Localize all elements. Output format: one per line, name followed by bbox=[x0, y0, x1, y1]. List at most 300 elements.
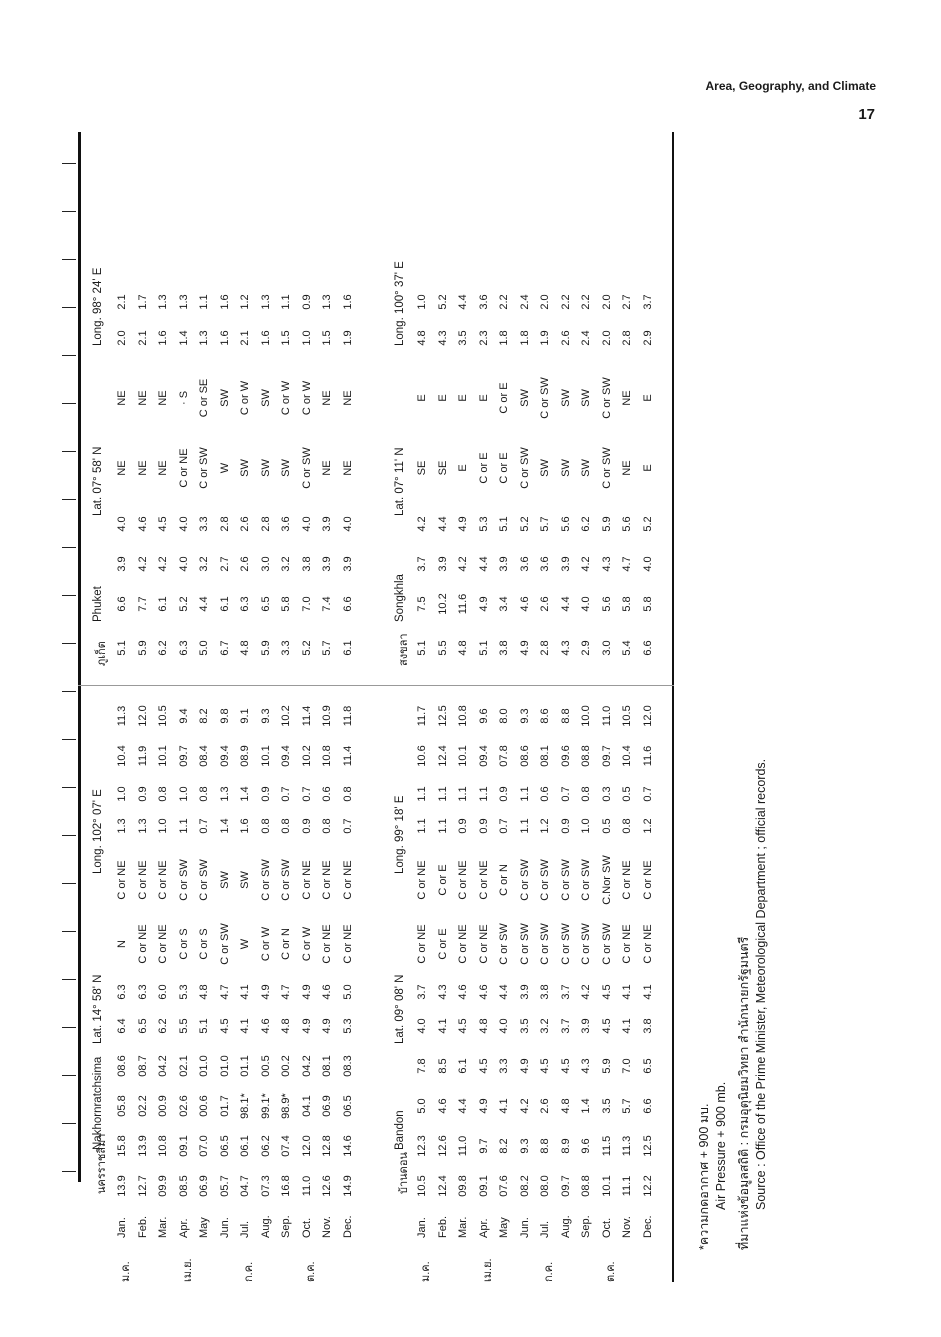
table-cell: 11.5 bbox=[600, 1135, 613, 1157]
table-cell: 4.7 bbox=[621, 556, 633, 572]
table-cell: 04.7 bbox=[239, 1175, 251, 1197]
table-cell: NE bbox=[321, 390, 333, 406]
table-cell: 09.9 bbox=[157, 1175, 169, 1197]
table-cell: 07.8 bbox=[498, 745, 510, 767]
table-cell: 09.8 bbox=[457, 1175, 469, 1197]
station-longitude: Long. 100° 37' E bbox=[394, 261, 406, 346]
table-cell: 1.3 bbox=[198, 330, 210, 346]
column-tick bbox=[62, 403, 76, 404]
table-cell: 1.4 bbox=[218, 818, 231, 834]
table-cell: 4.9 bbox=[321, 1018, 333, 1034]
table-cell: 06.9 bbox=[198, 1175, 210, 1197]
table-cell: SW bbox=[580, 389, 592, 407]
table-cell: 3.9 bbox=[498, 556, 510, 572]
table-cell: 5.0 bbox=[416, 1098, 428, 1114]
table-cell: 1.3 bbox=[177, 294, 190, 310]
table-cell: C or NE bbox=[641, 924, 654, 964]
table-cell: 0.8 bbox=[157, 786, 169, 802]
table-cell: 4.4 bbox=[457, 1098, 469, 1114]
table-cell: 7.7 bbox=[136, 596, 149, 612]
table-cell: 5.2 bbox=[641, 516, 654, 532]
table-cell: 9.8 bbox=[218, 708, 231, 724]
table-cell: 8.0 bbox=[498, 708, 510, 724]
table-cell: 4.8 bbox=[457, 640, 469, 656]
table-cell: 4.1 bbox=[641, 984, 654, 1000]
table-cell: E bbox=[641, 394, 654, 402]
table-cell: 3.8 bbox=[300, 556, 313, 572]
table-cell: 4.9 bbox=[259, 984, 272, 1000]
table-cell: 3.8 bbox=[539, 984, 551, 1000]
table-cell: 1.1 bbox=[518, 786, 531, 802]
table-cell: 0.7 bbox=[341, 818, 354, 834]
table-cell: 10.2 bbox=[436, 593, 449, 615]
month: Feb. bbox=[436, 1215, 449, 1238]
table-cell: 4.2 bbox=[157, 556, 169, 572]
table-cell: C or SW bbox=[559, 923, 572, 965]
month: Sep. bbox=[580, 1215, 592, 1238]
table-cell: 10.5 bbox=[157, 705, 169, 727]
table-cell: 4.2 bbox=[416, 516, 428, 532]
table-cell: 7.0 bbox=[300, 596, 313, 612]
table-cell: C or NE bbox=[416, 860, 428, 900]
column-tick bbox=[62, 1171, 76, 1172]
table-cell: 0.7 bbox=[300, 786, 313, 802]
table-cell: 09.1 bbox=[477, 1175, 490, 1197]
table-cell: 1.3 bbox=[259, 294, 272, 310]
table-cell: 4.9 bbox=[477, 596, 490, 612]
table-cell: 3.8 bbox=[498, 640, 510, 656]
table-cell: C or W bbox=[300, 926, 313, 962]
table-cell: 4.2 bbox=[580, 984, 592, 1000]
table-cell: SW bbox=[559, 389, 572, 407]
table-cell: 4.3 bbox=[600, 556, 613, 572]
month: Jul. bbox=[539, 1220, 551, 1238]
table-cell: 10.8 bbox=[157, 1135, 169, 1157]
table-cell: 4.5 bbox=[600, 1018, 613, 1034]
table-cell: 5.5 bbox=[177, 1018, 190, 1034]
month: May bbox=[498, 1217, 510, 1238]
column-tick bbox=[62, 259, 76, 260]
table-cell: NE bbox=[341, 390, 354, 406]
table-cell: C or SW bbox=[539, 859, 551, 901]
table-cell: C or SW bbox=[600, 447, 613, 489]
table-cell: 4.5 bbox=[218, 1018, 231, 1034]
table-cell: 5.8 bbox=[641, 596, 654, 612]
table-cell: SE bbox=[416, 460, 428, 476]
column-tick bbox=[62, 643, 76, 644]
table-cell: 6.4 bbox=[116, 1018, 128, 1034]
table-cell: 8.9 bbox=[559, 1138, 572, 1154]
table-cell: 5.3 bbox=[341, 1018, 354, 1034]
table-cell: C or NE bbox=[157, 860, 169, 900]
table-cell: 10.2 bbox=[300, 745, 313, 767]
table-cell: 06.5 bbox=[218, 1135, 231, 1157]
table-cell: 4.1 bbox=[498, 1098, 510, 1114]
table-cell: 0.3 bbox=[600, 786, 613, 802]
table-cell: C or NE bbox=[116, 860, 128, 900]
table-cell: 2.2 bbox=[580, 294, 592, 310]
table-cell: 1.4 bbox=[580, 1098, 592, 1114]
table-cell: C or E bbox=[436, 864, 449, 896]
table-cell: C or NE bbox=[300, 860, 313, 900]
table-cell: C or W bbox=[280, 380, 292, 416]
table-cell: 04.2 bbox=[157, 1055, 169, 1077]
table-cell: 3.9 bbox=[518, 984, 531, 1000]
table-cell: 6.1 bbox=[457, 1058, 469, 1074]
table-cell: 0.8 bbox=[259, 818, 272, 834]
table-cell: 3.0 bbox=[259, 556, 272, 572]
table-cell: 3.9 bbox=[321, 556, 333, 572]
table-cell: 13.9 bbox=[116, 1175, 128, 1197]
table-cell: 10.1 bbox=[600, 1175, 613, 1197]
month: Mar. bbox=[157, 1216, 169, 1238]
table-cell: 4.9 bbox=[300, 1018, 313, 1034]
station-latitude: Lat. 09° 08' N bbox=[394, 974, 406, 1044]
table-cell: 1.6 bbox=[239, 818, 251, 834]
table-cell: 10.2 bbox=[280, 705, 292, 727]
column-tick bbox=[62, 355, 76, 356]
table-cell: C or SW bbox=[580, 923, 592, 965]
column-tick bbox=[62, 211, 76, 212]
table-cell: 12.6 bbox=[321, 1175, 333, 1197]
table-cell: 4.0 bbox=[641, 556, 654, 572]
table-cell: 3.2 bbox=[280, 556, 292, 572]
table-cell: 10.4 bbox=[621, 745, 633, 767]
table-cell: 0.6 bbox=[539, 786, 551, 802]
table-cell: 4.4 bbox=[436, 516, 449, 532]
table-cell: 04.1 bbox=[300, 1095, 313, 1117]
table-cell: 11.0 bbox=[457, 1135, 469, 1157]
table-cell: 4.0 bbox=[580, 596, 592, 612]
table-cell: 07.6 bbox=[498, 1175, 510, 1197]
table-cell: 4.2 bbox=[136, 556, 149, 572]
table-cell: 5.4 bbox=[621, 640, 633, 656]
table-cell: C or S bbox=[177, 928, 190, 960]
table-cell: 2.8 bbox=[259, 516, 272, 532]
table-cell: 4.8 bbox=[198, 984, 210, 1000]
table-cell: 4.6 bbox=[259, 1018, 272, 1034]
table-cell: 08.6 bbox=[518, 745, 531, 767]
table-cell: 1.1 bbox=[416, 786, 428, 802]
table-cell: 10.4 bbox=[116, 745, 128, 767]
table-cell: 02.1 bbox=[177, 1055, 190, 1077]
table-cell: 12.8 bbox=[321, 1135, 333, 1157]
table-cell: 3.7 bbox=[559, 984, 572, 1000]
month-thai: เม.ย. bbox=[181, 1258, 194, 1282]
table-cell: 4.4 bbox=[477, 556, 490, 572]
table-cell: 1.1 bbox=[457, 786, 469, 802]
table-cell: 9.3 bbox=[518, 708, 531, 724]
table-cell: C.Nor SW bbox=[600, 855, 613, 905]
table-cell: 0.8 bbox=[198, 786, 210, 802]
table-cell: 4.0 bbox=[341, 516, 354, 532]
table-cell: SW bbox=[580, 459, 592, 477]
month-thai: เม.ย. bbox=[481, 1258, 494, 1282]
table-cell: 4.7 bbox=[218, 984, 231, 1000]
month: Sep. bbox=[280, 1215, 292, 1238]
table-cell: 5.1 bbox=[498, 516, 510, 532]
column-tick bbox=[62, 979, 76, 980]
table-cell: 4.0 bbox=[416, 1018, 428, 1034]
table-cell: 12.0 bbox=[300, 1135, 313, 1157]
column-tick bbox=[62, 1075, 76, 1076]
table-cell: C or NE bbox=[621, 924, 633, 964]
table-cell: 6.5 bbox=[259, 596, 272, 612]
table-cell: 0.8 bbox=[621, 818, 633, 834]
table-bottom-rule bbox=[672, 132, 674, 1282]
table-cell: 09.6 bbox=[559, 745, 572, 767]
table-cell: 12.4 bbox=[436, 745, 449, 767]
table-cell: 5.8 bbox=[280, 596, 292, 612]
table-cell: SW bbox=[218, 871, 231, 889]
table-cell: SE bbox=[436, 460, 449, 476]
table-cell: 5.7 bbox=[621, 1098, 633, 1114]
table-cell: 4.8 bbox=[416, 330, 428, 346]
month: Oct. bbox=[600, 1217, 613, 1238]
table-cell: 6.3 bbox=[136, 984, 149, 1000]
climate-table bbox=[78, 132, 674, 1282]
table-cell: C or N bbox=[498, 864, 510, 896]
table-cell: 2.9 bbox=[641, 330, 654, 346]
table-cell: 1.2 bbox=[239, 294, 251, 310]
table-cell: 12.6 bbox=[436, 1135, 449, 1157]
table-cell: 2.6 bbox=[239, 556, 251, 572]
table-cell: 8.2 bbox=[498, 1138, 510, 1154]
month: Jan. bbox=[416, 1217, 428, 1238]
table-cell: 3.9 bbox=[321, 516, 333, 532]
table-cell: E bbox=[477, 394, 490, 402]
table-cell: 15.8 bbox=[116, 1135, 128, 1157]
table-cell: C or NE bbox=[321, 924, 333, 964]
table-cell: 2.1 bbox=[136, 330, 149, 346]
month: Apr. bbox=[177, 1218, 190, 1238]
month-thai: ต.ค. bbox=[304, 1261, 317, 1282]
table-cell: 6.2 bbox=[157, 640, 169, 656]
table-cell: 0.5 bbox=[600, 818, 613, 834]
table-cell: C or W bbox=[300, 380, 313, 416]
table-cell: NE bbox=[116, 460, 128, 476]
table-cell: 1.4 bbox=[177, 330, 190, 346]
table-cell: 1.4 bbox=[239, 786, 251, 802]
table-cell: 10.6 bbox=[416, 745, 428, 767]
table-cell: 2.0 bbox=[600, 294, 613, 310]
table-cell: 09.4 bbox=[280, 745, 292, 767]
table-cell: NE bbox=[341, 460, 354, 476]
table-cell: C or SW bbox=[518, 923, 531, 965]
table-cell: 1.2 bbox=[641, 818, 654, 834]
table-cell: 5.2 bbox=[300, 640, 313, 656]
table-cell: 6.1 bbox=[218, 596, 231, 612]
table-cell: SW bbox=[559, 459, 572, 477]
table-cell: 6.2 bbox=[157, 1018, 169, 1034]
month-thai: ม.ค. bbox=[120, 1261, 132, 1282]
table-cell: SW bbox=[239, 871, 251, 889]
source: Source : Office of the Prime Minister, Meteorological Department ; official records. bbox=[754, 758, 768, 1210]
table-cell: 07.0 bbox=[198, 1135, 210, 1157]
station-name-thai: สงขลา bbox=[398, 633, 410, 666]
table-cell: 3.6 bbox=[477, 294, 490, 310]
table-cell: C or NE bbox=[136, 924, 149, 964]
table-cell: 4.9 bbox=[457, 516, 469, 532]
table-cell: 00.5 bbox=[259, 1055, 272, 1077]
table-cell: 09.4 bbox=[218, 745, 231, 767]
table-cell: 1.6 bbox=[341, 294, 354, 310]
table-cell: 4.0 bbox=[177, 516, 190, 532]
table-cell: SW bbox=[218, 389, 231, 407]
table-cell: 3.6 bbox=[518, 556, 531, 572]
table-cell: 6.3 bbox=[177, 640, 190, 656]
table-cell: 06.9 bbox=[321, 1095, 333, 1117]
table-cell: NE bbox=[136, 460, 149, 476]
table-cell: 8.2 bbox=[198, 708, 210, 724]
table-cell: 5.6 bbox=[621, 516, 633, 532]
table-cell: 0.8 bbox=[280, 818, 292, 834]
table-cell: 3.0 bbox=[600, 640, 613, 656]
table-cell: 5.9 bbox=[136, 640, 149, 656]
table-cell: 12.3 bbox=[416, 1135, 428, 1157]
table-cell: 1.1 bbox=[477, 786, 490, 802]
table-cell: 07.3 bbox=[259, 1175, 272, 1197]
table-cell: 08.5 bbox=[177, 1175, 190, 1197]
table-cell: 3.6 bbox=[539, 556, 551, 572]
table-cell: 4.4 bbox=[457, 294, 469, 310]
month: Nov. bbox=[621, 1216, 633, 1238]
table-cell: E bbox=[641, 464, 654, 472]
table-cell: 2.6 bbox=[239, 516, 251, 532]
table-cell: 3.4 bbox=[498, 596, 510, 612]
table-cell: C or NE bbox=[321, 860, 333, 900]
table-cell: 4.0 bbox=[116, 516, 128, 532]
table-cell: 4.1 bbox=[621, 1018, 633, 1034]
table-cell: 8.8 bbox=[539, 1138, 551, 1154]
column-tick bbox=[62, 835, 76, 836]
table-cell: 2.1 bbox=[239, 330, 251, 346]
table-cell: 4.5 bbox=[539, 1058, 551, 1074]
table-cell: 9.3 bbox=[259, 708, 272, 724]
table-cell: 1.1 bbox=[198, 294, 210, 310]
table-cell: 1.0 bbox=[580, 818, 592, 834]
footnotes bbox=[694, 750, 804, 1250]
table-cell: 3.3 bbox=[280, 640, 292, 656]
table-cell: C or W bbox=[259, 926, 272, 962]
station-name-thai: นครราชสีมา bbox=[96, 1133, 108, 1194]
table-cell: 11.9 bbox=[136, 745, 149, 767]
table-cell: C or E bbox=[498, 452, 510, 484]
table-cell: 11.3 bbox=[116, 705, 128, 727]
table-cell: 01.7 bbox=[218, 1095, 231, 1117]
table-cell: 06.1 bbox=[239, 1135, 251, 1157]
table-cell: 6.6 bbox=[341, 596, 354, 612]
table-cell: 2.2 bbox=[498, 294, 510, 310]
table-cell: C or NE bbox=[157, 924, 169, 964]
table-cell: 09.1 bbox=[177, 1135, 190, 1157]
table-cell: 9.4 bbox=[177, 708, 190, 724]
station-longitude: Long. 99° 18' E bbox=[394, 795, 406, 874]
table-cell: 2.0 bbox=[116, 330, 128, 346]
table-cell: C or NE bbox=[457, 924, 469, 964]
table-cell: 14.9 bbox=[341, 1175, 354, 1197]
table-cell: 11.4 bbox=[341, 745, 354, 767]
table-cell: 08.0 bbox=[539, 1175, 551, 1197]
table-cell: NE bbox=[621, 460, 633, 476]
table-cell: 3.9 bbox=[341, 556, 354, 572]
table-cell: 6.3 bbox=[116, 984, 128, 1000]
month: Jun. bbox=[518, 1217, 531, 1238]
table-cell: 2.6 bbox=[539, 1098, 551, 1114]
table-cell: NE bbox=[116, 390, 128, 406]
table-cell: 10.5 bbox=[416, 1175, 428, 1197]
table-cell: 00.9 bbox=[157, 1095, 169, 1117]
table-cell: C or NE bbox=[177, 448, 190, 488]
table-cell: 1.9 bbox=[539, 330, 551, 346]
table-cell: 4.9 bbox=[300, 984, 313, 1000]
column-tick bbox=[62, 1027, 76, 1028]
month: Jun. bbox=[218, 1217, 231, 1238]
table-cell: 07.4 bbox=[280, 1135, 292, 1157]
station-latitude: Lat. 07° 11' N bbox=[394, 447, 406, 516]
month-thai: ต.ค. bbox=[604, 1261, 617, 1282]
table-cell: C or SW bbox=[300, 447, 313, 489]
table-cell: 3.5 bbox=[457, 330, 469, 346]
table-cell: 5.1 bbox=[416, 640, 428, 656]
table-cell: 11.6 bbox=[641, 745, 654, 767]
table-cell: 10.9 bbox=[321, 705, 333, 727]
table-cell: N bbox=[116, 940, 128, 948]
table-cell: 5.0 bbox=[198, 640, 210, 656]
table-cell: 9.7 bbox=[477, 1138, 490, 1154]
table-cell: 05.7 bbox=[218, 1175, 231, 1197]
table-cell: 4.7 bbox=[280, 984, 292, 1000]
table-cell: 5.8 bbox=[621, 596, 633, 612]
month: Aug. bbox=[559, 1215, 572, 1238]
table-cell: 2.8 bbox=[621, 330, 633, 346]
source-thai: ที่มาแห่งข้อมูลสถิติ : กรมอุตุนิยมวิทยา สำนักนายกรัฐมนตรี bbox=[737, 936, 751, 1250]
table-cell: E bbox=[457, 394, 469, 402]
table-cell: C or SW bbox=[518, 859, 531, 901]
table-cell: 1.5 bbox=[321, 330, 333, 346]
table-cell: 08.9 bbox=[239, 745, 251, 767]
table-cell: 0.9 bbox=[498, 786, 510, 802]
table-cell: 4.4 bbox=[198, 596, 210, 612]
table-cell: C or SW bbox=[600, 923, 613, 965]
table-cell: NE bbox=[157, 460, 169, 476]
table-cell: 0.9 bbox=[477, 818, 490, 834]
table-cell: 09.7 bbox=[177, 745, 190, 767]
table-cell: 6.1 bbox=[157, 596, 169, 612]
table-cell: 2.0 bbox=[600, 330, 613, 346]
table-cell: 1.5 bbox=[280, 330, 292, 346]
table-cell: 2.6 bbox=[559, 330, 572, 346]
table-cell: W bbox=[218, 462, 231, 474]
table-cell: 0.7 bbox=[498, 818, 510, 834]
table-cell: 0.7 bbox=[559, 786, 572, 802]
table-cell: 5.6 bbox=[559, 516, 572, 532]
table-cell: E bbox=[436, 394, 449, 402]
table-cell: C or NE bbox=[136, 860, 149, 900]
table-cell: 06.5 bbox=[341, 1095, 354, 1117]
table-cell: 00.6 bbox=[198, 1095, 210, 1117]
table-cell: 1.2 bbox=[539, 818, 551, 834]
month: Aug. bbox=[259, 1215, 272, 1238]
table-cell: 3.7 bbox=[416, 556, 428, 572]
station-latitude: Lat. 14° 58' N bbox=[92, 974, 104, 1044]
table-cell: 4.4 bbox=[498, 984, 510, 1000]
table-cell: 5.5 bbox=[436, 640, 449, 656]
table-cell: 10.1 bbox=[259, 745, 272, 767]
table-cell: 4.8 bbox=[239, 640, 251, 656]
table-cell: 6.6 bbox=[641, 640, 654, 656]
table-cell: 1.6 bbox=[218, 294, 231, 310]
